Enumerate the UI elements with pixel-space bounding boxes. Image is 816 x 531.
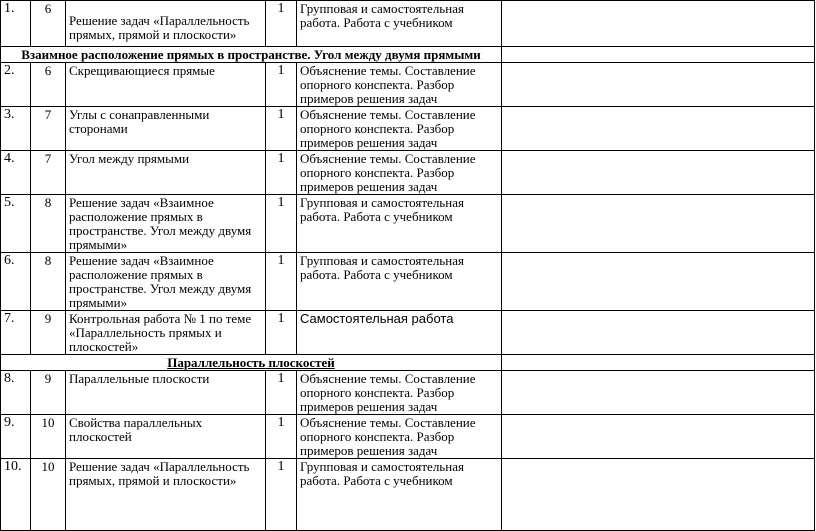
lesson-hours: 1 bbox=[266, 107, 297, 151]
section-title-text: Параллельность плоскостей bbox=[167, 355, 335, 370]
lesson-topic: Решение задач «Взаимное расположение прямых в пространстве. Угол между двумя прямыми» bbox=[66, 195, 266, 253]
blank-cell bbox=[502, 253, 815, 311]
lesson-hours: 1 bbox=[266, 459, 297, 531]
lesson-number: 8. bbox=[1, 371, 31, 415]
blank-cell bbox=[502, 63, 815, 107]
lesson-form: Самостоятельная работа bbox=[297, 311, 502, 355]
lesson-topic: Угол между прямыми bbox=[66, 151, 266, 195]
lesson-topic: Скрещивающиеся прямые bbox=[66, 63, 266, 107]
lesson-topic: Контрольная работа № 1 по теме «Параллельность прямых и плоскостей» bbox=[66, 311, 266, 355]
lesson-hours: 1 bbox=[266, 311, 297, 355]
blank-cell bbox=[502, 415, 815, 459]
blank-cell bbox=[502, 459, 815, 531]
table-row bbox=[1, 151, 815, 195]
blank-cell bbox=[502, 151, 815, 195]
week-number: 9 bbox=[31, 371, 66, 415]
lesson-topic: Решение задач «Параллельность прямых, прямой и плоскости» bbox=[66, 459, 266, 531]
lesson-hours: 1 bbox=[266, 415, 297, 459]
lesson-hours: 1 bbox=[266, 1, 297, 47]
blank-cell bbox=[502, 355, 815, 371]
table-row bbox=[1, 459, 815, 531]
table-row bbox=[1, 253, 815, 311]
lesson-topic: Параллельные плоскости bbox=[66, 371, 266, 415]
week-number: 8 bbox=[31, 195, 66, 253]
lesson-number: 3. bbox=[1, 107, 31, 151]
lesson-form: Групповая и самостоятельная работа. Работа с учебником bbox=[297, 1, 502, 47]
lesson-form: Групповая и самостоятельная работа. Работа с учебником bbox=[297, 459, 502, 531]
blank-cell bbox=[502, 311, 815, 355]
lesson-topic-text: Решение задач «Параллельность прямых, прямой и плоскости» bbox=[69, 13, 250, 42]
section-title-text: Взаимное расположение прямых в пространстве. Угол между двумя прямыми bbox=[21, 47, 481, 62]
lesson-form: Групповая и самостоятельная работа. Работа с учебником bbox=[297, 195, 502, 253]
week-number: 6 bbox=[31, 1, 66, 47]
week-number: 8 bbox=[31, 253, 66, 311]
table-row bbox=[1, 415, 815, 459]
lesson-hours: 1 bbox=[266, 253, 297, 311]
week-number: 10 bbox=[31, 415, 66, 459]
lesson-topic: Свойства параллельных плоскостей bbox=[66, 415, 266, 459]
section-title bbox=[1, 355, 502, 371]
lesson-form: Объяснение темы. Составление опорного конспекта. Разбор примеров решения задач bbox=[297, 415, 502, 459]
table-row bbox=[1, 195, 815, 253]
lesson-topic: Решение задач «Взаимное расположение прямых в пространстве. Угол между двумя прямыми» bbox=[66, 253, 266, 311]
week-number: 7 bbox=[31, 151, 66, 195]
lesson-form: Объяснение темы. Составление опорного конспекта. Разбор примеров решения задач bbox=[297, 151, 502, 195]
lesson-number: 7. bbox=[1, 311, 31, 355]
table-row bbox=[1, 107, 815, 151]
lesson-number: 4. bbox=[1, 151, 31, 195]
lesson-number: 10. bbox=[1, 459, 31, 531]
week-number: 6 bbox=[31, 63, 66, 107]
section-row bbox=[1, 47, 815, 63]
lesson-hours: 1 bbox=[266, 371, 297, 415]
lesson-topic bbox=[66, 1, 266, 47]
blank-cell bbox=[502, 1, 815, 47]
lesson-form: Объяснение темы. Составление опорного конспекта. Разбор примеров решения задач bbox=[297, 63, 502, 107]
lesson-form: Объяснение темы. Составление опорного конспекта. Разбор примеров решения задач bbox=[297, 107, 502, 151]
table-row bbox=[1, 63, 815, 107]
lesson-hours: 1 bbox=[266, 151, 297, 195]
table-row bbox=[1, 371, 815, 415]
lesson-hours: 1 bbox=[266, 195, 297, 253]
lesson-number: 6. bbox=[1, 253, 31, 311]
blank-cell bbox=[502, 195, 815, 253]
lesson-form: Объяснение темы. Составление опорного конспекта. Разбор примеров решения задач bbox=[297, 371, 502, 415]
week-number: 7 bbox=[31, 107, 66, 151]
lesson-number: 2. bbox=[1, 63, 31, 107]
blank-cell bbox=[502, 107, 815, 151]
section-row bbox=[1, 355, 815, 371]
week-number: 9 bbox=[31, 311, 66, 355]
lesson-number: 5. bbox=[1, 195, 31, 253]
lesson-topic: Углы с сонаправленными сторонами bbox=[66, 107, 266, 151]
blank-cell bbox=[502, 47, 815, 63]
lesson-form: Групповая и самостоятельная работа. Работа с учебником bbox=[297, 253, 502, 311]
lesson-number: 9. bbox=[1, 415, 31, 459]
week-number: 10 bbox=[31, 459, 66, 531]
blank-cell bbox=[502, 371, 815, 415]
lesson-number: 1. bbox=[1, 1, 31, 47]
table-row bbox=[1, 1, 815, 47]
table-row bbox=[1, 311, 815, 355]
lesson-hours: 1 bbox=[266, 63, 297, 107]
section-title bbox=[1, 47, 502, 63]
